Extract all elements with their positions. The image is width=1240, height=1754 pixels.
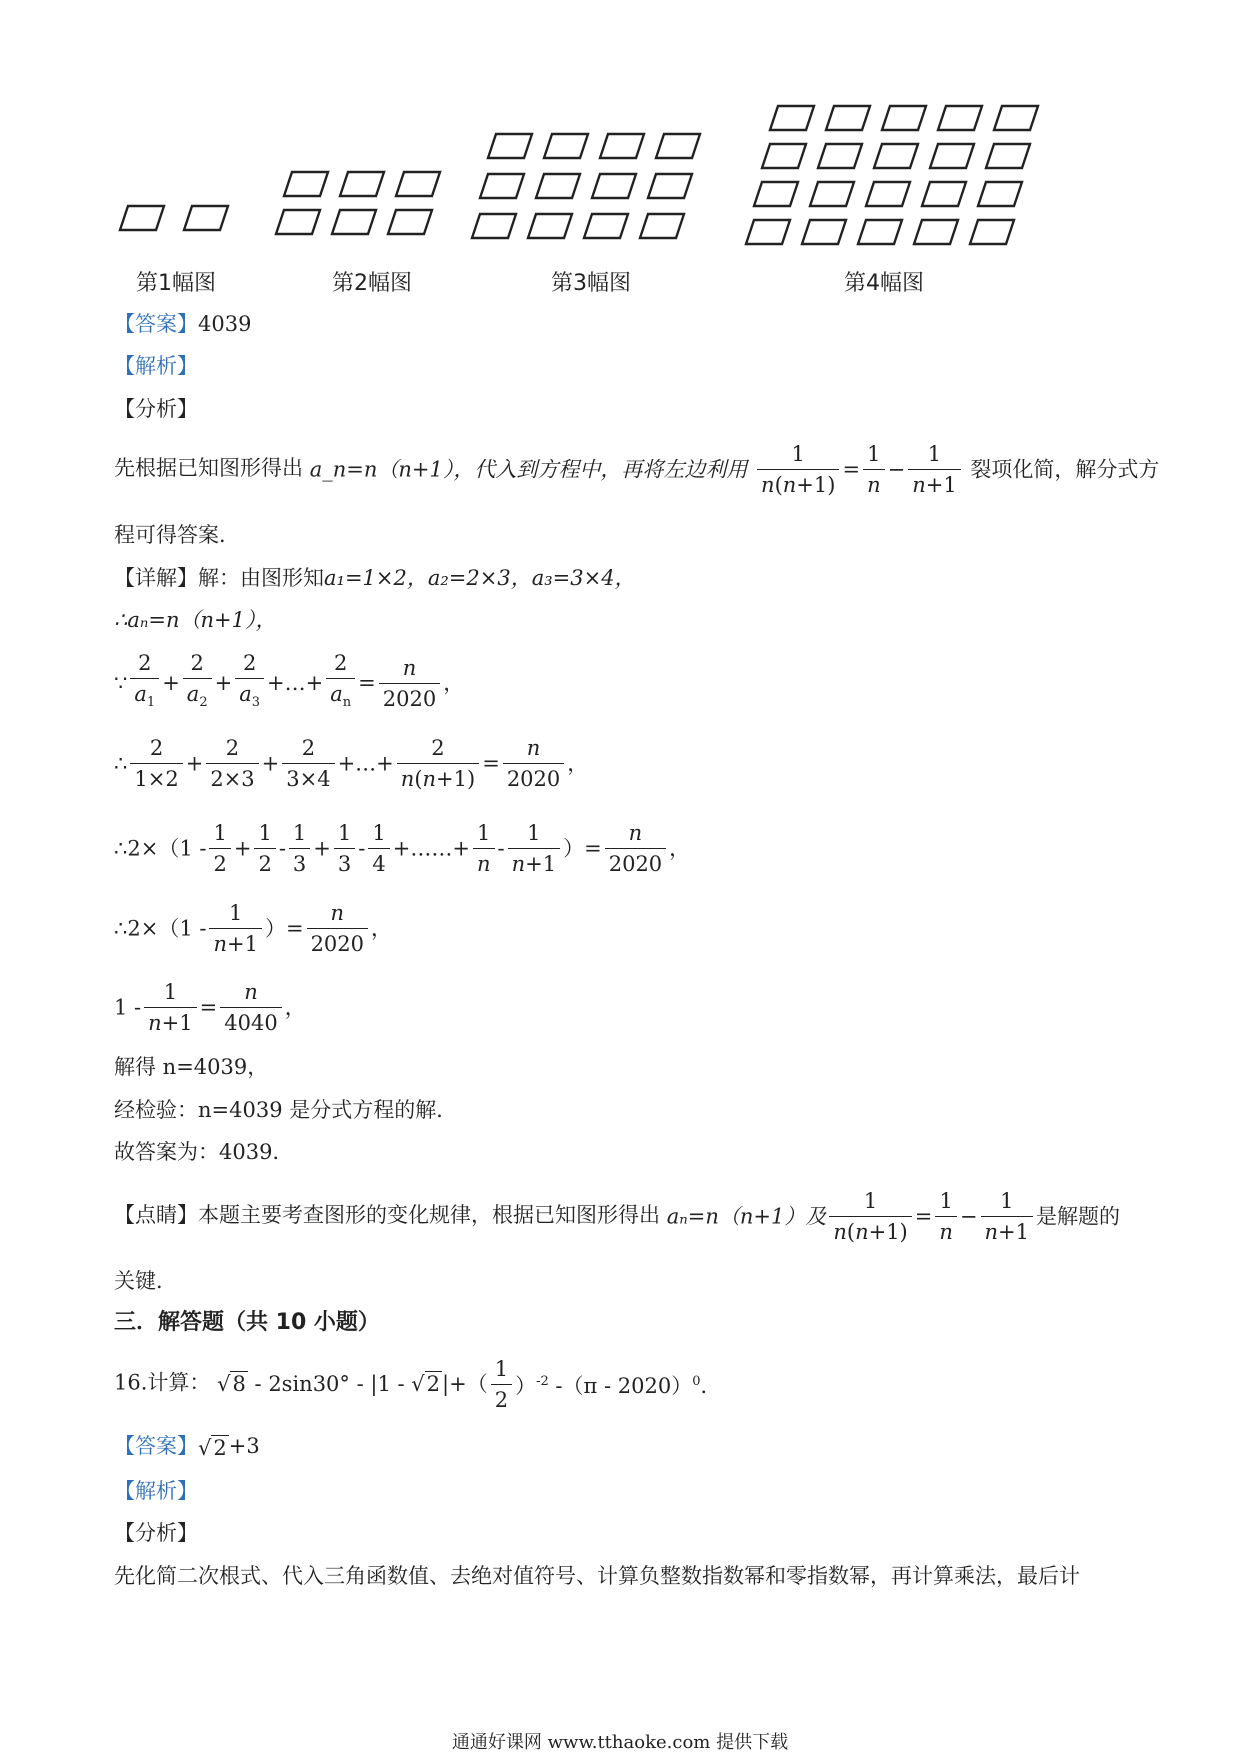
q15-detail — [114, 563, 636, 593]
q15-analysis-line2: 程可得答案． — [114, 523, 240, 547]
q15-fenxi-tag: 【分析】 — [114, 397, 198, 421]
figure-caption-2: 第2幅图 — [332, 271, 412, 296]
sqrt-2: √2 — [411, 1372, 441, 1396]
dianjing-text: 本题主要考查图形的变化规律，根据已知图形得出 — [198, 1203, 660, 1227]
parallelogram — [648, 174, 692, 198]
parallelogram — [810, 182, 854, 206]
parallelogram — [640, 214, 684, 238]
analysis-post: 裂项化简，解分式方 — [970, 457, 1160, 482]
q15-check: 经检验：n=4039 是分式方程的解． — [114, 1098, 458, 1122]
fraction: $\frac{1}{n(n+1)}$ — [757, 439, 839, 500]
q15-analysis-line1: 先根据已知图形得出 a_n=n（n+1），代入到方程中，再将左边利用 $\frac{1}{n(n+1)}$ = $\frac{1}{n}$ − $\frac{1}{n+1}$ 裂项化简，解分式方 — [114, 438, 1159, 500]
parallelogram — [536, 174, 580, 198]
parallelogram — [762, 144, 806, 168]
parallelogram — [396, 172, 440, 196]
figure-caption-3: 第3幅图 — [551, 271, 631, 296]
detail-values: a₁=1×2，a₂=2×3，a₃=3×4， — [324, 566, 636, 590]
q16-answer — [114, 1431, 260, 1463]
parallelogram — [994, 106, 1038, 130]
section-heading: 三．解答题（共 10 小题） — [114, 1310, 380, 1335]
answer-value: 4039 — [198, 312, 252, 336]
q15-step2: ∵ $\frac{2}{a_1}$ + $\frac{2}{a_2}$ + $\frac{2}{a_3}$ +…+ $\frac{2}{a_n}$ = $\frac{n}{2020}$ ， — [114, 648, 464, 718]
fraction: $\frac{1}{n}$ — [863, 439, 885, 500]
parallelogram — [600, 134, 644, 158]
parallelogram — [584, 214, 628, 238]
q16-question: 16.计算： √8 - 2sin30° - |1 - √2|+（ $\frac{1}{2}$ ）$^{-2}$ -（π - 2020）$^0$． — [114, 1352, 722, 1416]
answer-tag: 【答案】 — [114, 312, 198, 336]
parallelogram — [802, 220, 846, 244]
q16-answer-suffix: +3 — [228, 1434, 260, 1458]
q15-jiexi-tag: 【解析】 — [114, 354, 198, 378]
parallelogram — [746, 220, 790, 244]
fraction: $\frac{1}{n+1}$ — [908, 439, 961, 500]
dianjing-post: 是解题的 — [1036, 1204, 1120, 1229]
parallelogram — [754, 182, 798, 206]
parallelogram — [866, 182, 910, 206]
detail-tag: 【详解】解：由图形知 — [114, 566, 324, 590]
q15-step4: ∴2×（1 - $\frac{1}{2}$ + $\frac{1}{2}$ - $\frac{1}{3}$ + $\frac{1}{3}$ - $\frac{1}{4}$ +……+ $\frac{1}{n}$ - $\frac{1}{n+1}$ ）= $\frac{n}{2020}$ ， — [114, 818, 690, 879]
fraction: $\frac{1}{n}$ — [935, 1186, 957, 1247]
parallelogram — [488, 134, 532, 158]
parallelogram — [922, 182, 966, 206]
parallelogram — [938, 106, 982, 130]
dianjing-eq: aₙ=n（n+1）及 — [666, 1204, 827, 1229]
parallelogram — [184, 206, 228, 230]
q16-jiexi-tag: 【解析】 — [114, 1479, 198, 1503]
analysis-eq: a_n=n（n+1），代入到方程中，再将左边利用 — [309, 457, 748, 482]
parallelogram — [284, 172, 328, 196]
parallelogram — [970, 220, 1014, 244]
parallelogram — [986, 144, 1030, 168]
parallelogram — [978, 182, 1022, 206]
parallelogram — [592, 174, 636, 198]
fraction: $\frac{1}{n+1}$ — [981, 1186, 1034, 1247]
q15-answer — [114, 309, 251, 339]
q16-answer-tag: 【答案】 — [114, 1434, 198, 1458]
parallelogram — [818, 144, 862, 168]
q15-final: 故答案为：4039． — [114, 1140, 294, 1164]
q15-step5: ∴2×（1 - $\frac{1}{n+1}$ ）= $\frac{n}{2020}$ ， — [114, 898, 392, 959]
parallelogram — [858, 220, 902, 244]
q16-fenxi-tag: 【分析】 — [114, 1521, 198, 1545]
analysis-pre: 先根据已知图形得出 — [114, 456, 303, 480]
parallelogram — [528, 214, 572, 238]
q15-solve: 解得 n=4039， — [114, 1055, 269, 1079]
parallelogram — [332, 210, 376, 234]
parallelogram — [480, 174, 524, 198]
parallelogram — [930, 144, 974, 168]
q15-step1: ∴aₙ=n（n+1）， — [114, 608, 277, 632]
parallelogram — [874, 144, 918, 168]
parallelogram — [544, 134, 588, 158]
q15-dianjing: 【点睛】本题主要考查图形的变化规律，根据已知图形得出 aₙ=n（n+1）及 $\frac{1}{n(n+1)}$ = $\frac{1}{n}$ − $\frac{1}{n+1}$ 是解题的 — [114, 1185, 1120, 1247]
parallelogram — [826, 106, 870, 130]
parallelogram — [120, 206, 164, 230]
q15-step6: 1 - $\frac{1}{n+1}$ = $\frac{n}{4040}$ ， — [114, 977, 306, 1038]
parallelogram — [388, 210, 432, 234]
fraction: $\frac{1}{n(n+1)}$ — [829, 1186, 911, 1247]
dianjing-tag: 【点睛】 — [114, 1203, 198, 1227]
q15-dianjing-line2: 关键． — [114, 1269, 177, 1293]
parallelogram — [656, 134, 700, 158]
q16-label: 16.计算： — [114, 1370, 211, 1395]
parallelogram — [340, 172, 384, 196]
figure-caption-4: 第4幅图 — [844, 271, 924, 296]
parallelogram — [914, 220, 958, 244]
parallelogram — [276, 210, 320, 234]
q15-step3: ∴ $\frac{2}{1\times 2}$ + $\frac{2}{2\times 3}$ + $\frac{2}{3\times 4}$ +…+ $\frac{2}{n(n+1)}$ = $\frac{n}{2020}$ ， — [114, 733, 588, 794]
pattern-figure — [0, 0, 1240, 260]
q16-analysis: 先化简二次根式、代入三角函数值、去绝对值符号、计算负整数指数幂和零指数幂，再计算乘法，最后计 — [114, 1564, 1080, 1588]
sqrt-2: √2 — [198, 1435, 227, 1460]
parallelogram — [882, 106, 926, 130]
footer: 通通好课网 www.tthaoke.com 提供下载 — [451, 1732, 789, 1753]
parallelogram — [472, 214, 516, 238]
parallelogram — [770, 106, 814, 130]
figure-caption-1: 第1幅图 — [136, 271, 216, 296]
sqrt-8: √8 — [217, 1372, 246, 1396]
